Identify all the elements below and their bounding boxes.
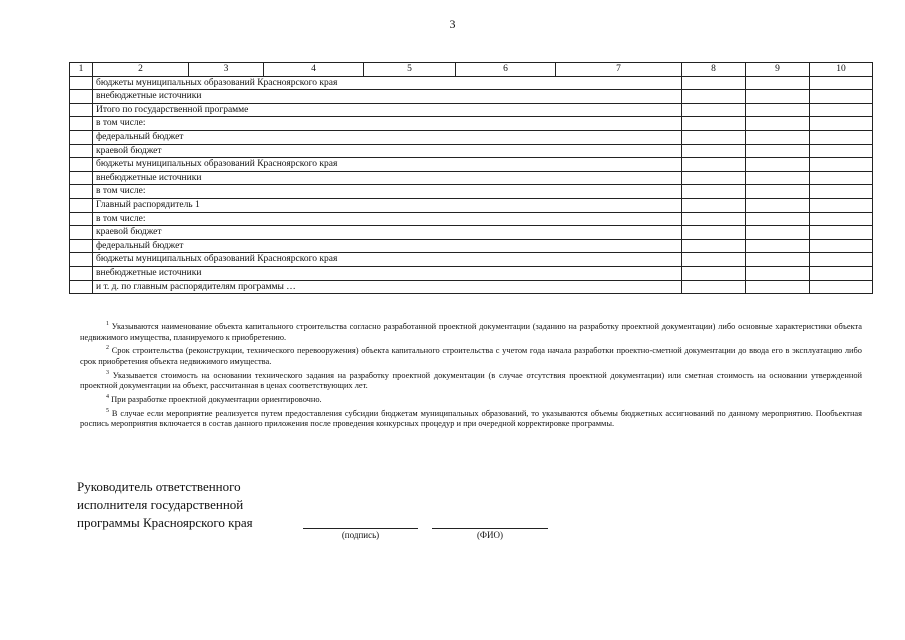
row-label: в том числе: [93,117,682,131]
column-header: 6 [456,63,556,77]
footnote-text: При разработке проектной документации ориентировочно. [111,394,322,404]
column-header: 7 [556,63,682,77]
column-header: 4 [264,63,364,77]
column-header: 10 [810,63,873,77]
table-row [70,212,873,226]
page-number: 3 [449,17,456,31]
footnote-mark: 4 [106,394,109,401]
table-row [70,103,873,117]
footnote-text: Указывается стоимость на основании технического задания на разработку проектной документации (в случае отсутствия проектной документации) или сметная стоимость на основании утвержденной проектной документации на объект, рассчитанная в ценах соответствующих лет. [80,370,863,391]
table-row [70,76,873,90]
footnote-text: Срок строительства (реконструкции, технического перевооружения) объекта капитального строительства с учетом года начала разработки проектно-сметной документации до ввода его в эксплуатацию либо срок приобретения объекта недвижимого имущества. [80,346,862,366]
row-label: федеральный бюджет [93,239,682,253]
table-row [70,171,873,185]
table-row [70,144,873,158]
table-header-row [70,63,873,77]
signature-caption: (подпись) [341,530,380,540]
row-label: федеральный бюджет [93,130,682,144]
table-row [70,253,873,267]
signatory-line: программы Красноярского края [77,515,253,530]
row-label: в том числе: [93,185,682,199]
footnote-mark: 2 [106,345,109,352]
signatory-title [77,478,307,532]
footnote [80,406,862,430]
column-header: 5 [364,63,456,77]
footnote-mark: 3 [106,369,109,376]
row-label: бюджеты муниципальных образований Красноярского края [93,253,682,267]
row-label: бюджеты муниципальных образований Красноярского края [93,76,682,90]
table-row [70,158,873,172]
signatory-line: исполнителя государственной [77,497,244,512]
table-row [70,185,873,199]
table-row [70,198,873,212]
row-label: внебюджетные источники [93,171,682,185]
table-row [70,117,873,131]
budget-table [69,62,873,294]
table-row [70,130,873,144]
column-header: 8 [682,63,746,77]
column-header: 2 [93,63,189,77]
footnotes [80,319,862,430]
table-row [70,239,873,253]
signature-line [303,528,418,529]
footnote [80,368,862,392]
footnote-mark: 1 [106,321,109,327]
row-label: Итого по государственной программе [93,103,682,117]
row-label: внебюджетные источники [93,90,682,104]
table-row [70,90,873,104]
column-header: 3 [189,63,264,77]
table-row [70,226,873,240]
footnote [80,392,862,406]
row-label: бюджеты муниципальных образований Красноярского края [93,158,682,172]
footnote [80,343,862,367]
table-body [70,76,873,294]
table-row [70,266,873,280]
row-label: краевой бюджет [93,144,682,158]
row-label: внебюджетные источники [93,266,682,280]
table-row [70,280,873,294]
signatory-line: Руководитель ответственного [77,479,241,494]
row-label: Главный распорядитель 1 [93,198,682,212]
footnote-text: В случае если мероприятие реализуется путем предоставления субсидии бюджетам муниципальных образований, то указываются объемы бюджетных ассигнований по данному мероприятию. Пообъектная роспись мероприятия включается в состав данного приложения после проведения конкурсных процедур и при очередной корректировке программы. [80,408,863,429]
column-header: 9 [746,63,810,77]
row-label: в том числе: [93,212,682,226]
row-label: и т. д. по главным распорядителям программы … [93,280,682,294]
footnote-mark: 5 [106,407,109,414]
name-caption: (ФИО) [476,530,504,540]
footnote [80,319,862,343]
column-header: 1 [70,63,93,77]
footnote-text: Указываются наименование объекта капитального строительства согласно разработанной проектной документации (заданию на разработку проектной документации) либо основные характеристики объекта недвижимого имущества, планируемого к приобретению. [80,321,863,342]
row-label: краевой бюджет [93,226,682,240]
name-line [432,528,548,529]
